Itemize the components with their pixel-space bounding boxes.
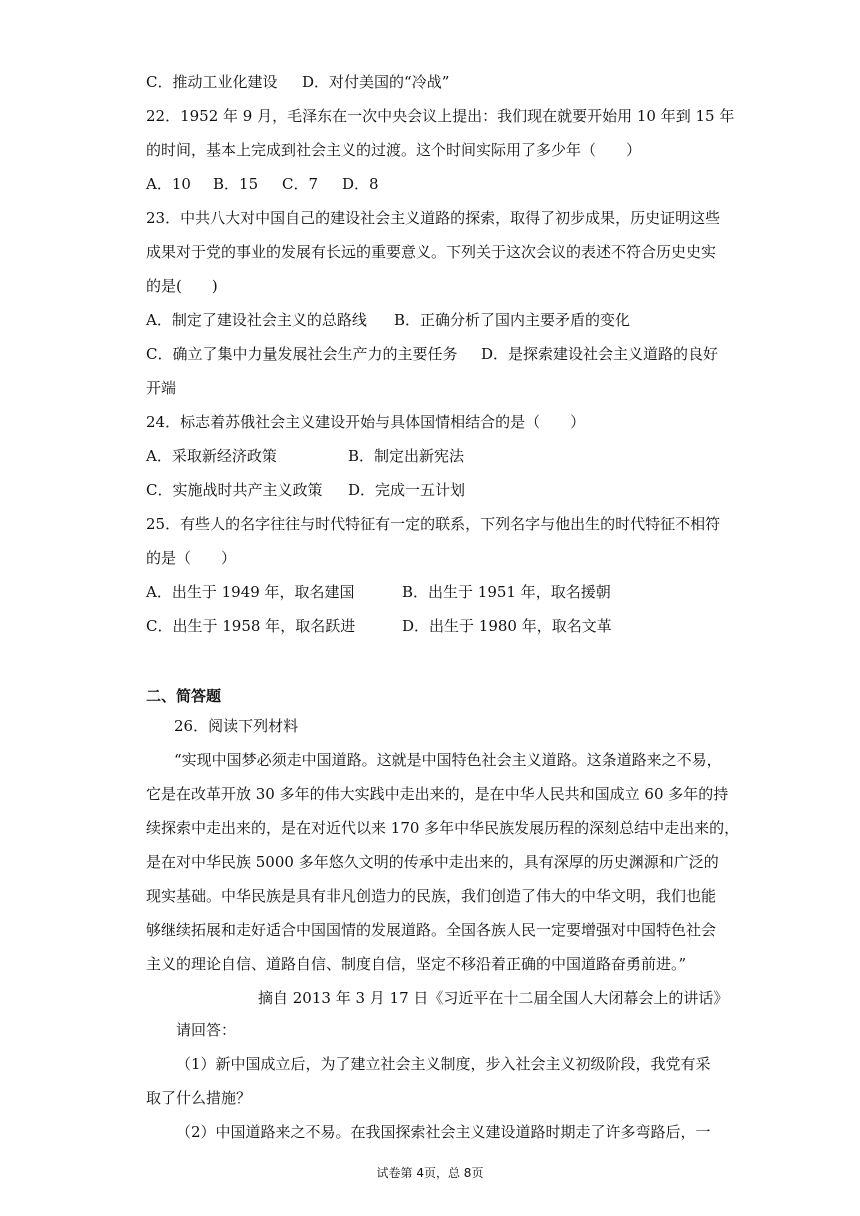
q23-option-b: B．正确分析了国内主要矛盾的变化 — [394, 311, 631, 329]
q22-option-b: B．15 — [213, 175, 259, 193]
q23-stem-line3: 的是( ) — [146, 277, 218, 295]
q25-stem-line2: 的是（ ） — [146, 549, 237, 567]
q26-material-line: 它是在改革开放 30 多年的伟大实践中走出来的，是在中华人民共和国成立 60 多年的持 — [146, 785, 729, 803]
q22-option-a: A．10 — [146, 175, 191, 193]
q23-stem-line1: 23．中共八大对中国自己的建设社会主义道路的探索，取得了初步成果，历史证明这些 — [146, 209, 721, 227]
q24-option-d: D．完成一五计划 — [348, 481, 466, 499]
q26-sub1-line2: 取了什么措施？ — [146, 1089, 252, 1107]
q26-material-line: 够继续拓展和走好适合中国国情的发展道路。全国各族人民一定要增强对中国特色社会 — [146, 921, 717, 939]
section-heading: 二、简答题 — [146, 687, 222, 705]
q23-option-d-continued: 开端 — [146, 379, 177, 397]
q22-option-d: D．8 — [342, 175, 379, 193]
q26-material-line: 是在对中华民族 5000 多年悠久文明的传承中走出来的，具有深厚的历史渊源和广泛的 — [146, 853, 719, 871]
q23-stem-line2: 成果对于党的事业的发展有长远的重要意义。下列关于这次会议的表述不符合历史史实 — [146, 243, 717, 261]
q26-material-line: 主义的理论自信、道路自信、制度自信，坚定不移沿着正确的中国道路奋勇前进。” — [146, 955, 687, 973]
q26-sub2-line1: （2）中国道路来之不易。在我国探索社会主义建设道路时期走了许多弯路后，一 — [176, 1123, 711, 1141]
q25-stem-line1: 25．有些人的名字往往与时代特征有一定的联系，下列名字与他出生的时代特征不相符 — [146, 515, 721, 533]
page-footer: 试卷第 4页，总 8页 — [376, 1166, 484, 1180]
q21-option-d: D．对付美国的“冷战” — [302, 73, 450, 91]
q23-option-c: C．确立了集中力量发展社会生产力的主要任务 — [146, 345, 458, 363]
q22-stem-line2: 的时间，基本上完成到社会主义的过渡。这个时间实际用了多少年（ ） — [146, 141, 642, 159]
q24-option-b: B．制定出新宪法 — [348, 447, 465, 465]
q23-option-d: D．是探索建设社会主义道路的良好 — [481, 345, 719, 363]
q24-option-a: A．采取新经济政策 — [146, 447, 277, 465]
q25-option-a: A．出生于 1949 年，取名建国 — [146, 583, 355, 601]
q21-option-c: C．推动工业化建设 — [146, 73, 278, 91]
q22-option-c: C．7 — [282, 175, 319, 193]
q26-sub1-line1: （1）新中国成立后，为了建立社会主义制度，步入社会主义初级阶段，我党有采 — [176, 1055, 711, 1073]
q26-material-line: 现实基础。中华民族是具有非凡创造力的民族，我们创造了伟大的中华文明，我们也能 — [146, 887, 717, 905]
q24-option-c: C．实施战时共产主义政策 — [146, 481, 323, 499]
q25-option-b: B．出生于 1951 年，取名援朝 — [402, 583, 611, 601]
q25-option-d: D．出生于 1980 年，取名文革 — [402, 617, 612, 635]
q26-material-line: “实现中国梦必须走中国道路。这就是中国特色社会主义道路。这条道路来之不易， — [174, 751, 722, 769]
q26-source: 摘自 2013 年 3 月 17 日《习近平在十二届全国人大闭幕会上的讲话》 — [258, 989, 729, 1007]
q26-intro: 26．阅读下列材料 — [174, 717, 299, 735]
q26-prompt: 请回答： — [176, 1021, 237, 1039]
q26-material-line: 续探索中走出来的，是在对近代以来 170 多年中华民族发展历程的深刻总结中走出来的， — [146, 819, 740, 837]
q22-stem-line1: 22．1952 年 9 月，毛泽东在一次中央会议上提出：我们现在就要开始用 10 年到 15 年 — [146, 107, 735, 125]
q23-option-a: A．制定了建设社会主义的总路线 — [146, 311, 367, 329]
q25-option-c: C．出生于 1958 年，取名跃进 — [146, 617, 356, 635]
q24-stem: 24．标志着苏俄社会主义建设开始与具体国情相结合的是（ ） — [146, 413, 586, 431]
